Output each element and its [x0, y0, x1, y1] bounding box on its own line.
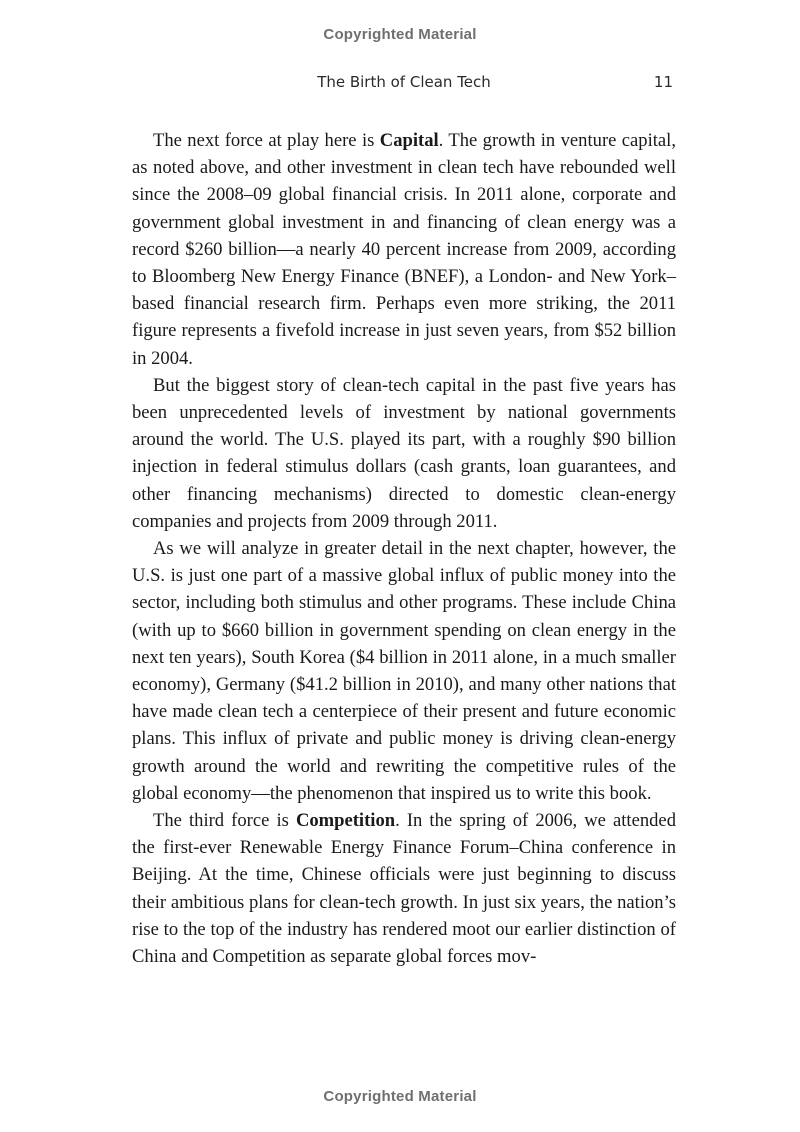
bold-term-capital: Capital [379, 130, 439, 151]
running-title: The Birth of Clean Tech [317, 73, 491, 91]
paragraph-global-influx: As we will analyze in greater detail in the next chapter, however, the U.S. is just one part of a massive global influx of public money into the sector, including both stimulus and other programs. These include China (with up to $660 billion in government spending on clean energy in the next ten years), South Korea ($4 billion in 2011 alone, in a much smaller economy), Germany ($41.2 billion in 2010), and many other nations that have made clean tech a centerpiece of their present and future economic plans. This influx of private and public money is driving clean-energy growth around the world and rewriting the competitive rules of the global economy—the phenomenon that inspired us to write this book. [132, 538, 676, 804]
copyright-watermark-top: Copyrighted Material [323, 26, 477, 43]
body-text [132, 127, 676, 970]
page-number: 11 [653, 73, 673, 91]
paragraph-government-investment: But the biggest story of clean-tech capital in the past five years has been unprecedented levels of investment by national governments around the world. The U.S. played its part, with a roughly $90 billion injection in federal stimulus dollars (cash grants, loan guarantees, and other financing mechanisms) directed to domestic clean-energy companies and projects from 2009 through 2011. [132, 374, 676, 532]
paragraph-capital [132, 127, 676, 372]
paragraph-lead: The next force at play here is [153, 130, 380, 151]
paragraph-lead: The third force is [153, 810, 296, 832]
copyright-watermark-bottom: Copyrighted Material [323, 1088, 477, 1105]
paragraph-competition [132, 807, 676, 970]
paragraph-rest: . The growth in venture capital, as noted above, and other investment in clean tech have rebounded well since the 2008–09 global financial crisis. In 2011 alone, corporate and government global investment in and financing of clean energy was a record $260 billion—a nearly 40 percent increase from 2009, according to Bloomberg New Energy Finance (BNEF), a London- and New York–based financial research firm. Perhaps even more striking, the 2011 figure represents a fivefold increase in just seven years, from $52 billion in 2004. [132, 130, 676, 369]
bold-term-competition: Competition [295, 810, 396, 832]
running-head [132, 73, 676, 95]
paragraph-rest: . In the spring of 2006, we attended the first-ever Renewable Energy Finance Forum–China conference in Beijing. At the time, Chinese officials were just beginning to discuss their ambitious plans for clean-tech growth. In just six years, the nation’s rise to the top of the industry has rendered moot our earlier distinction of China and Competition as separate global forces mov- [132, 810, 676, 968]
